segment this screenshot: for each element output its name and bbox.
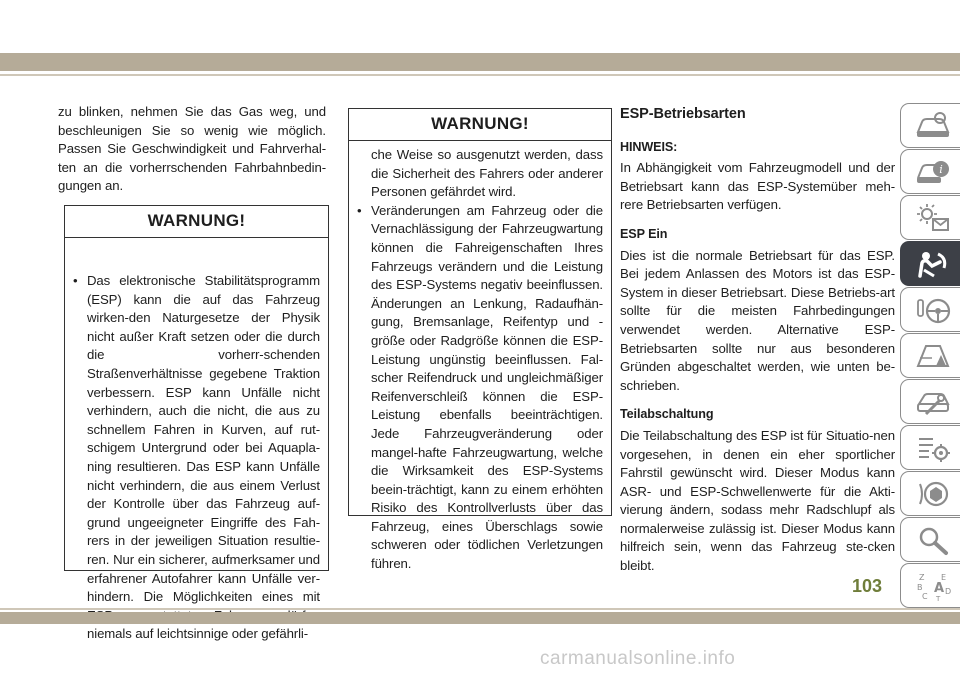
partial-text: Die Teilabschaltung des ESP ist für Situatio-nen vorgesehen, in denen ein eher sportlicher Fahrstil gewünscht wird. Dieser Modus kann ASR- und ESP-Schwellenwerte für die Akti-vierung ändern, sodass mehr Radschlupf als normalerweise zulässig ist. Dieser Modus kann hilfreich sein, wenn das Fahrzeug ste-cken bleibt. — [620, 427, 895, 574]
watermark: carmanualsonline.info — [540, 648, 736, 669]
roadside-warning-icon — [914, 340, 952, 372]
info-icon — [914, 156, 952, 188]
index-letter: E — [940, 572, 946, 582]
index-letter: Z — [918, 572, 924, 582]
airbag-safety-icon — [914, 248, 952, 280]
index-letter: D — [944, 586, 951, 596]
bottom-divider — [0, 608, 960, 610]
warning-title: WARNUNG! — [349, 109, 611, 141]
bottom-decorative-band — [0, 612, 960, 624]
tab-index-search[interactable] — [900, 517, 960, 562]
top-divider — [0, 74, 960, 76]
partial-heading: Teilabschaltung — [620, 407, 714, 422]
tab-specifications[interactable] — [900, 425, 960, 470]
tab-car[interactable] — [900, 103, 960, 148]
wrench-icon — [914, 386, 952, 418]
bullet-icon: • — [357, 202, 362, 218]
tab-emergency[interactable] — [900, 333, 960, 378]
tab-index[interactable] — [900, 563, 960, 608]
top-decorative-band — [0, 53, 960, 71]
index-letter: B — [916, 582, 922, 592]
index-letter: C — [921, 591, 928, 601]
warning-item-text: Das elektronische Stabilitätsprogramm (ESP) kann die auf das Fahrzeug wirken-den Naturgesetze der Physik nicht außer Kraft setzen oder die durch die vorherr-schenden Straßenverhältnisse gegebene Traktion verbessern. ESP kann Unfälle nicht verhindern, auch die nicht, die aus zu schnellem Fahren in Kurven, auf rut-schigem Untergrund oder bei Aquapla-ning resultieren. Das ESP kann Unfälle nicht verhindern, die aus einem Verlust der Kontrolle über das Fahrzeug auf-grund ungeeigneter Eingriffe des Fah-rers in der jeweiligen Situation resultie-ren. Nur ein sicherer, aufmerksamer und erfahrener Autofahrer kann Unfälle ver-hindern. Die Möglichkeiten eines mit niemals auf leichtsinnige oder gefährli- — [87, 273, 320, 642]
esp-on-heading: ESP Ein — [620, 226, 668, 241]
index-letter: A — [933, 580, 944, 596]
intro-paragraph: zu blinken, nehmen Sie das Gas weg, und beschleunigen Sie so wenig wie möglich. Passen Sie Geschwindigkeit und Fahrverhal-ten an die vorherrschenden Fahrbahnbedin-gungen an. — [58, 104, 326, 194]
note-label: HINWEIS: — [620, 139, 678, 154]
tab-maintenance[interactable] — [900, 379, 960, 424]
column-left — [58, 103, 326, 196]
bullet-icon: • — [73, 273, 78, 288]
section-heading: ESP-Betriebsarten — [620, 106, 746, 122]
page-number: 103 — [852, 576, 883, 596]
svg-text:i: i — [938, 162, 943, 176]
warning-item — [357, 202, 603, 574]
steering-wheel-icon — [914, 294, 952, 326]
multimedia-icon — [914, 478, 952, 510]
warning-box-2 — [348, 108, 612, 572]
warning-box-1 — [64, 205, 329, 642]
specifications-icon — [914, 432, 952, 464]
tab-multimedia[interactable] — [900, 471, 960, 516]
warning-title: WARNUNG! — [65, 206, 328, 238]
index-letter: T — [935, 594, 940, 602]
column-right — [620, 105, 895, 586]
tab-warning-lights[interactable] — [900, 195, 960, 240]
car-icon — [914, 110, 952, 142]
note-text: In Abhängigkeit vom Fahrzeugmodell und der Betriebsart kann das ESP-Systemüber meh-rere Betriebsarten verfügen. — [620, 160, 895, 213]
index-letters-icon — [914, 570, 952, 602]
tab-safety[interactable] — [900, 241, 960, 286]
esp-on-text: Dies ist die normale Betriebsart für das ESP. Bei jedem Anlassen des Motors ist das ESP-System in dieser Betriebsart. Diese Betriebs-art sollte für die meisten Fahrbedingungen verwendet werden. Alternative ESP-Betriebsarten sollte nur aus besonderen Gründen abgeschaltet werden, wie unten be-schrieben. — [620, 247, 895, 393]
warning-item-text: Veränderungen am Fahrzeug oder die Vernachlässigung der Fahrzeugwartung können die Fahreigenschaften Ihres Fahrzeugs verändern und die Leistung des ESP-Systems negativ beeinflussen. Änderungen an Lenkung, Radaufhän-gung, Bremsanlage, Reifentyp und -größe oder Radgröße können die ESP-Leistung ungünstig beeinflussen. Fal-scher Reifendruck und ungleichmäßiger Reifenverschleiß können die ESP-Leistung ebenfalls beeinträchtigen. Jede Fahrzeugveränderung oder mangel-hafte Fahrzeugwartung, welche die Wirksamkeit des ESP-Systems beein-trächtigt, kann zu einem erhöhten Risiko des Kontrollverlusts über das Fahrzeug, eines Überschlags sowie schweren oder tödlichen Verletzungen führen. — [371, 202, 603, 572]
tab-starting-driving[interactable] — [900, 287, 960, 332]
tab-info[interactable] — [900, 149, 960, 194]
magnifier-icon — [914, 524, 952, 556]
warning-light-icon — [914, 202, 952, 234]
warning-continuation: che Weise so ausgenutzt werden, dass die Sicherheit des Fahrers oder anderer Personen gefährdet wird. — [371, 147, 603, 200]
warning-item — [73, 272, 320, 644]
